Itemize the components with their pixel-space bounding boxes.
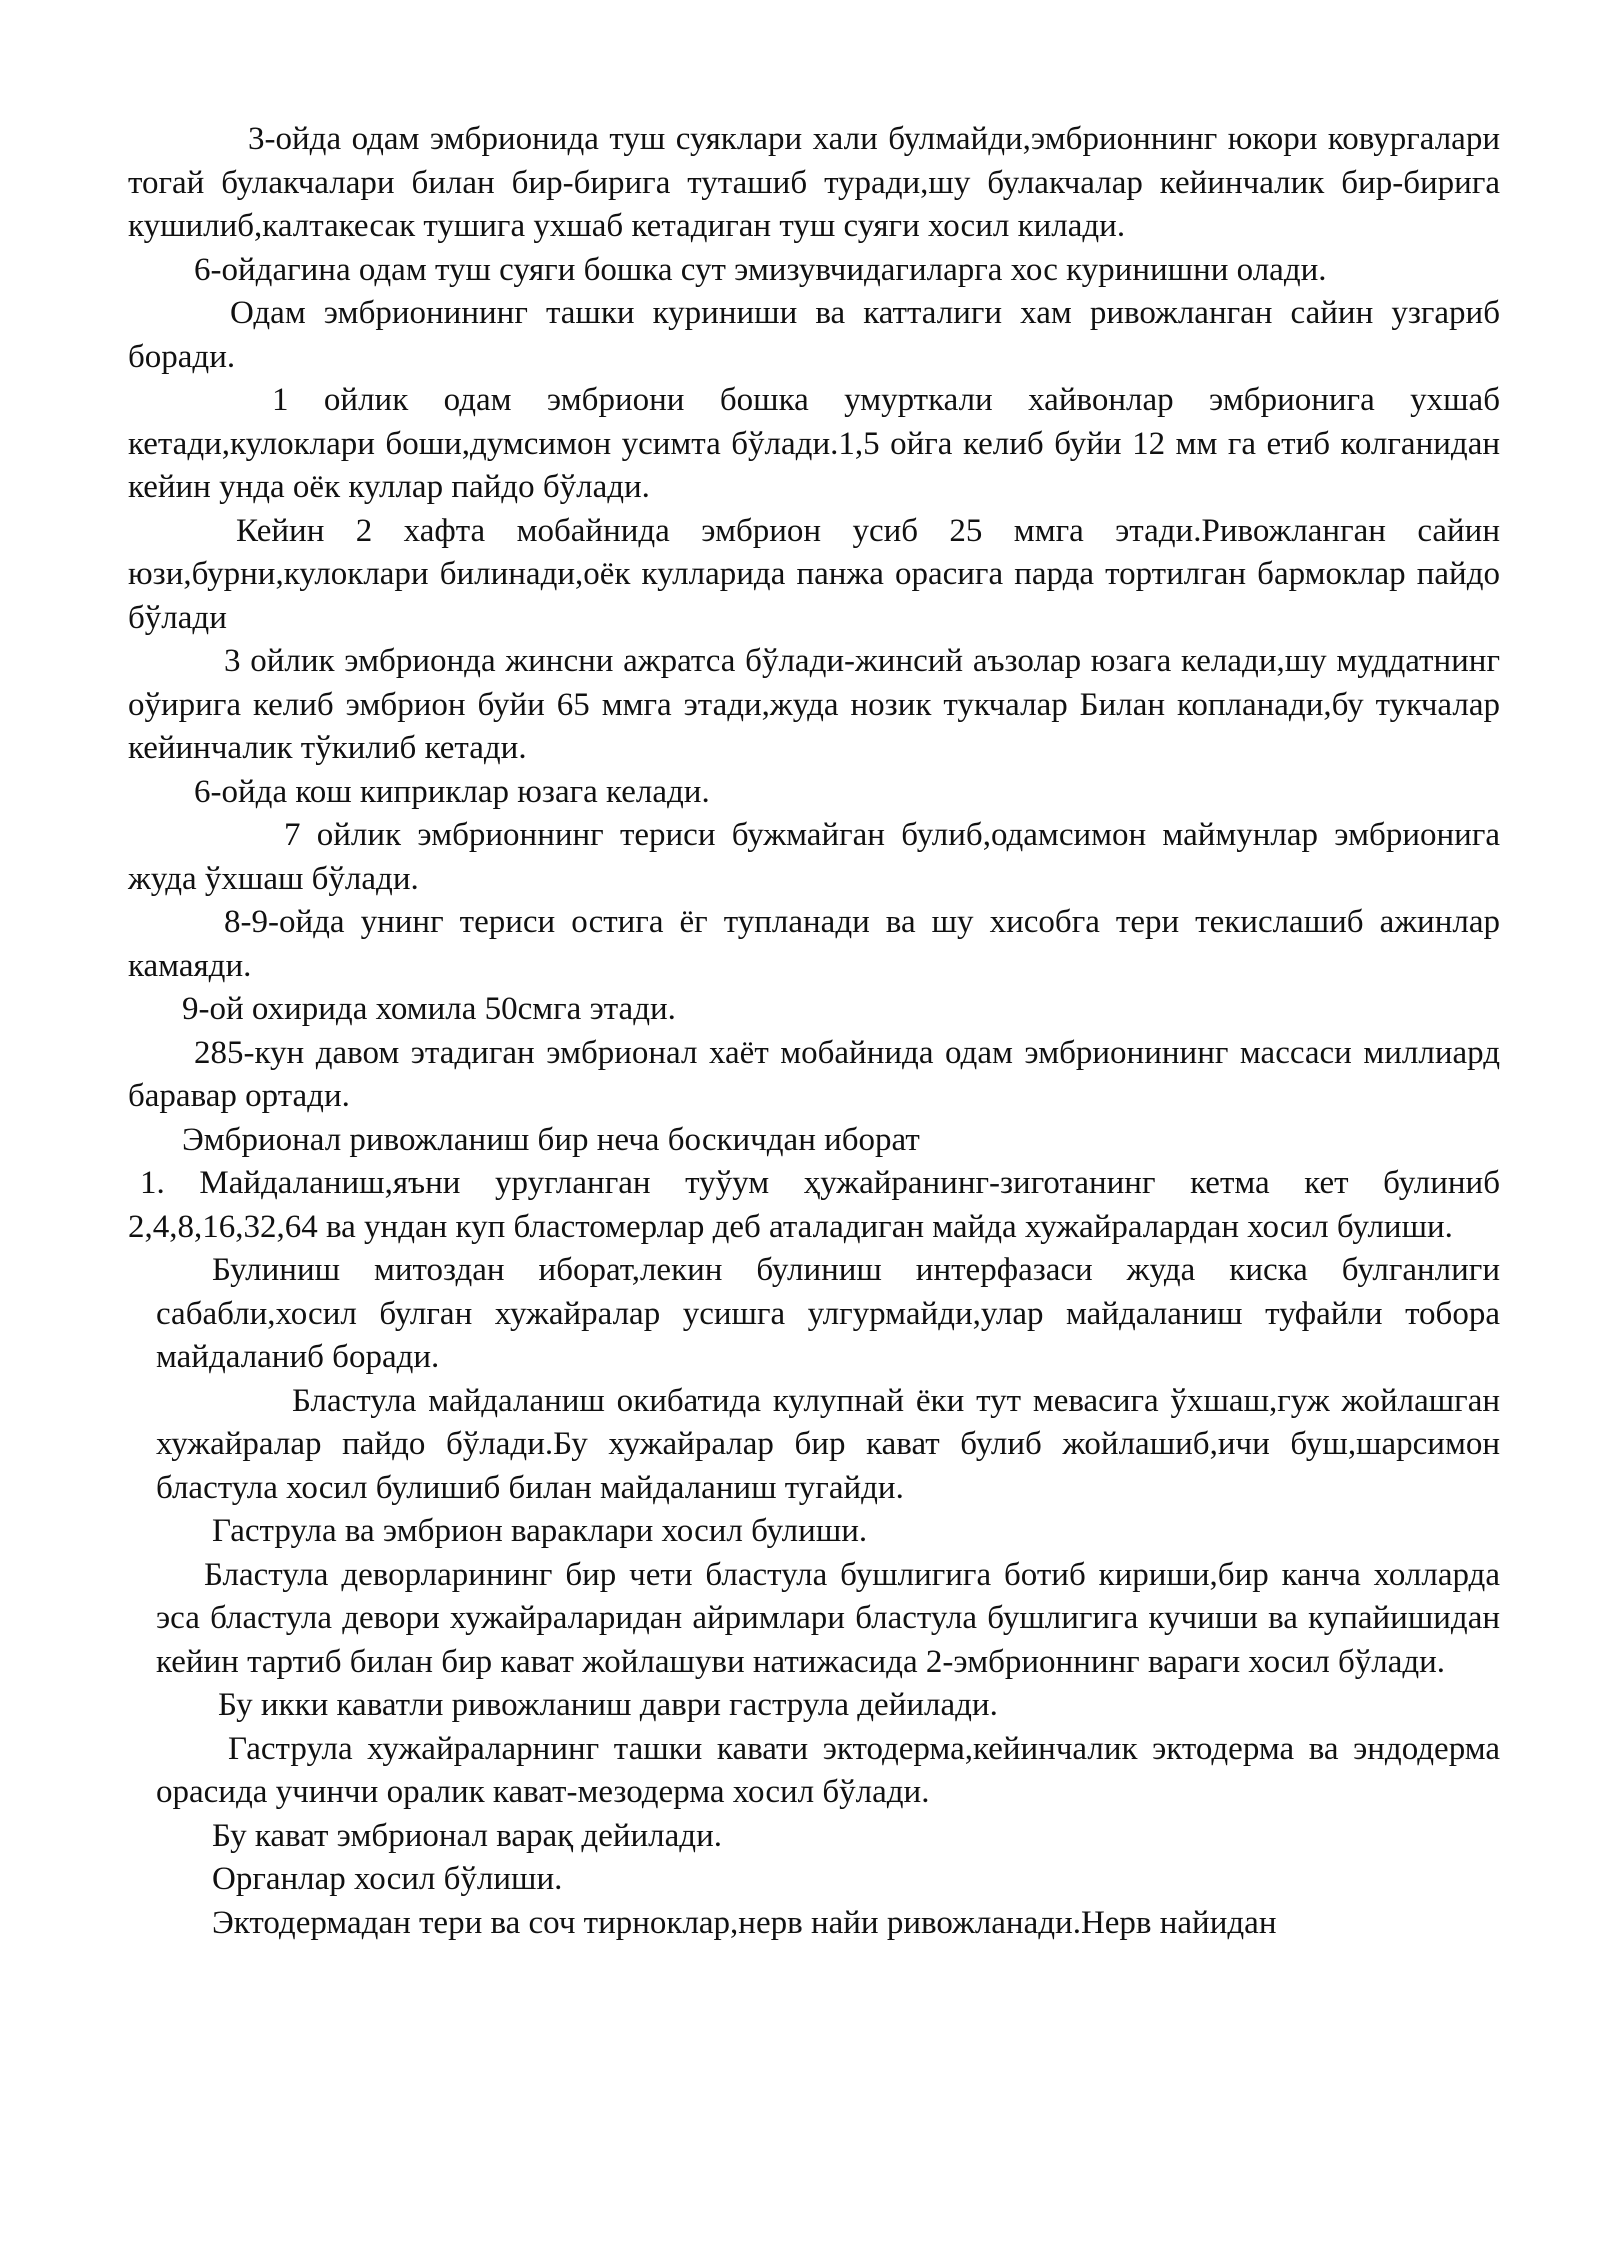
paragraph: Бу кават эмбрионал варақ дейилади.	[212, 1817, 722, 1854]
paragraph: Эмбрионал ривожланиш бир неча боскичдан иборат	[182, 1121, 920, 1158]
paragraph: Гаструла ва эмбрион вараклари хосил булиши.	[212, 1513, 868, 1549]
paragraph: 7 ойлик эмбрионнинг териси бужмайган булиб,одамсимон маймунлар эмбрионига жуда ўхшаш бўлади.	[128, 817, 1500, 897]
paragraph: 6-ойдагина одам туш суяги бошка сут эмизувчидагиларга хос куринишни олади.	[194, 251, 1327, 288]
paragraph: 8-9-ойда унинг териси остига ёг тупланади ва шу хисобга тери текислашиб ажинлар камаяди.	[128, 904, 1500, 984]
paragraph: 3-ойда одам эмбрионида туш суяклари хали булмайди,эмбрионнинг юкори ковургалари тогай булакчалари билан бир-бирига туташиб туради,шу булакчалар кейинчалик бир-бирига кушилиб,калтакесак тушига ухшаб кетадиган туш суяги хосил килади.	[128, 121, 1500, 244]
paragraph: 3 ойлик эмбрионда жинсни ажратса бўлади-жинсий аъзолар юзага келади,шу муддатнинг оўирига келиб эмбрион буйи 65 ммга этади,жуда нозик тукчалар Билан копланади,бу тукчалар кейинчалик тўкилиб кетади.	[128, 643, 1500, 766]
paragraph: Бластула деворларининг бир чети бластула бушлигига ботиб кириши,бир канча холларда эса бластула девори хужайраларидан айримлари бластула бушлигига кучиши ва купайишидан кейин тартиб билан бир кават жойлашуви натижасида 2-эмбрионнинг вараги хосил бўлади.	[156, 1556, 1500, 1680]
paragraph: Бластула майдаланиш окибатида кулупнай ёки тут мевасига ўхшаш,гуж жойлашган хужайралар пайдо бўлади.Бу хужайралар бир кават булиб жойлашиб,ичи буш,шарсимон бластула хосил булишиб билан майдаланиш тугайди.	[156, 1382, 1500, 1506]
paragraph: Одам эмбрионининг ташки куриниши ва катталиги хам ривожланган сайин узгариб боради.	[128, 295, 1500, 375]
document-body	[128, 118, 1500, 1945]
paragraph: Органлар хосил бўлиши.	[212, 1861, 563, 1897]
paragraph: Эктодермадан тери ва соч тирноклар,нерв найи ривожланади.Нерв найидан	[212, 1904, 1277, 1941]
paragraph: Кейин 2 хафта мобайнида эмбрион усиб 25 ммга этади.Ривожланган сайин юзи,бурни,кулоклари билинади,оёк кулларида панжа орасига парда тортилган бармоклар пайдо бўлади	[128, 512, 1500, 636]
paragraph: 9-ой охирида хомила 50смга этади.	[182, 991, 676, 1027]
paragraph: Гаструла хужайраларнинг ташки кавати эктодерма,кейинчалик эктодерма ва эндодерма орасида учинчи оралик кават-мезодерма хосил бўлади.	[156, 1730, 1500, 1810]
paragraph: Булиниш митоздан иборат,лекин булиниш интерфазаси жуда киска булганлиги сабабли,хосил булган хужайралар усишга улгурмайди,улар майдаланиш туфайли тобора майдаланиб боради.	[156, 1252, 1500, 1375]
paragraph: 6-ойда кош киприклар юзага келади.	[194, 773, 710, 810]
paragraph: 1. Майдаланиш,яъни уругланган туўум ҳужайранинг-зиготанинг кетма кет булиниб 2,4,8,16,32,64 ва ундан куп бластомерлар деб аталадиган майда хужайралардан хосил булиши.	[128, 1165, 1500, 1245]
paragraph: 285-кун давом этадиган эмбрионал хаёт мобайнида одам эмбрионининг массаси миллиард баравар ортади.	[128, 1034, 1500, 1114]
paragraph: 1 ойлик одам эмбриони бошка умурткали хайвонлар эмбрионига ухшаб кетади,кулоклари боши,думсимон усимта бўлади.1,5 ойга келиб буйи 12 мм га етиб колганидан кейин унда оёк куллар пайдо бўлади.	[128, 382, 1500, 505]
paragraph: Бу икки каватли ривожланиш даври гаструла дейилади.	[218, 1687, 998, 1723]
